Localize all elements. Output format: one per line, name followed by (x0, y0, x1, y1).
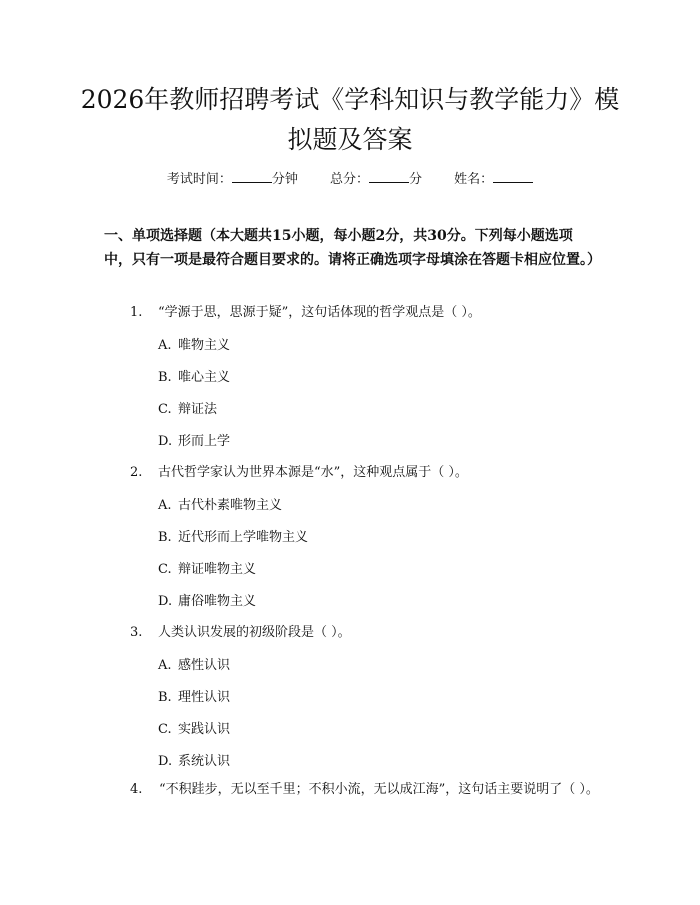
option-text: 唯物主义 (178, 338, 231, 353)
exam-time-field (167, 172, 298, 187)
question-3-option-a (158, 654, 230, 673)
question-2-option-d (158, 590, 256, 609)
option-letter: B. (158, 530, 172, 545)
question-1-option-b (158, 366, 230, 385)
section-heading: 一、单项选择题（本大题共15小题，每小题2分，共30分。下列每小题选项中，只有一项是最符合题目要求的。请将正确选项字母填涂在答题卡相应位置。） (104, 228, 601, 268)
option-text: 辩证法 (178, 402, 218, 417)
question-1-option-a (158, 334, 230, 353)
question-1 (130, 301, 481, 320)
question-2-option-a (158, 494, 282, 513)
name-label: 姓名： (454, 172, 494, 187)
question-number: 4. (130, 782, 143, 797)
option-letter: C. (158, 402, 172, 417)
option-text: 古代朴素唯物主义 (178, 498, 283, 513)
option-letter: D. (158, 434, 173, 449)
question-4 (104, 779, 604, 801)
option-text: 感性认识 (178, 658, 231, 673)
question-number: 2. (130, 465, 143, 480)
question-1-option-d (158, 430, 230, 449)
option-letter: D. (158, 754, 173, 769)
total-score-label: 总分： (329, 172, 369, 187)
question-number: 1. (130, 305, 143, 320)
option-text: 近代形而上学唯物主义 (178, 530, 309, 545)
exam-time-label: 考试时间： (166, 172, 232, 187)
option-text: 实践认识 (178, 722, 231, 737)
option-letter: B. (158, 370, 172, 385)
question-2-option-b (158, 526, 308, 545)
option-text: 形而上学 (178, 434, 231, 449)
question-2 (130, 461, 468, 480)
option-text: 唯心主义 (178, 370, 231, 385)
name-blank (493, 170, 533, 183)
exam-time-unit: 分钟 (271, 172, 298, 187)
question-1-option-c (158, 398, 217, 417)
option-letter: A. (158, 498, 172, 513)
option-text: 辩证唯物主义 (178, 562, 257, 577)
question-3-option-d (158, 750, 230, 769)
option-letter: D. (158, 594, 173, 609)
question-number: 3. (130, 625, 143, 640)
total-score-field (330, 172, 422, 187)
question-3 (130, 621, 351, 640)
option-letter: C. (158, 722, 172, 737)
option-letter: A. (158, 338, 172, 353)
option-letter: B. (158, 690, 172, 705)
exam-time-blank (232, 170, 272, 183)
option-letter: C. (158, 562, 172, 577)
question-stem: “学源于思，思源于疑”，这句话体现的哲学观点是（ ）。 (158, 305, 481, 320)
question-stem: 人类认识发展的初级阶段是（ ）。 (158, 625, 351, 640)
exam-info-line (0, 168, 700, 187)
question-stem: 古代哲学家认为世界本源是“水”，这种观点属于（ ）。 (158, 465, 468, 480)
total-score-blank (369, 170, 409, 183)
question-stem: “不积跬步，无以至千里；不积小流，无以成江海”，这句话主要说明了（ ）。 (158, 782, 599, 797)
option-text: 庸俗唯物主义 (178, 594, 257, 609)
name-field (454, 172, 533, 187)
option-text: 理性认识 (178, 690, 231, 705)
option-letter: A. (158, 658, 172, 673)
question-3-option-c (158, 718, 230, 737)
page-title: 2026年教师招聘考试《学科知识与教学能力》模拟题及答案 (80, 85, 620, 154)
option-text: 系统认识 (178, 754, 231, 769)
question-3-option-b (158, 686, 230, 705)
total-score-unit: 分 (409, 172, 423, 187)
question-2-option-c (158, 558, 256, 577)
